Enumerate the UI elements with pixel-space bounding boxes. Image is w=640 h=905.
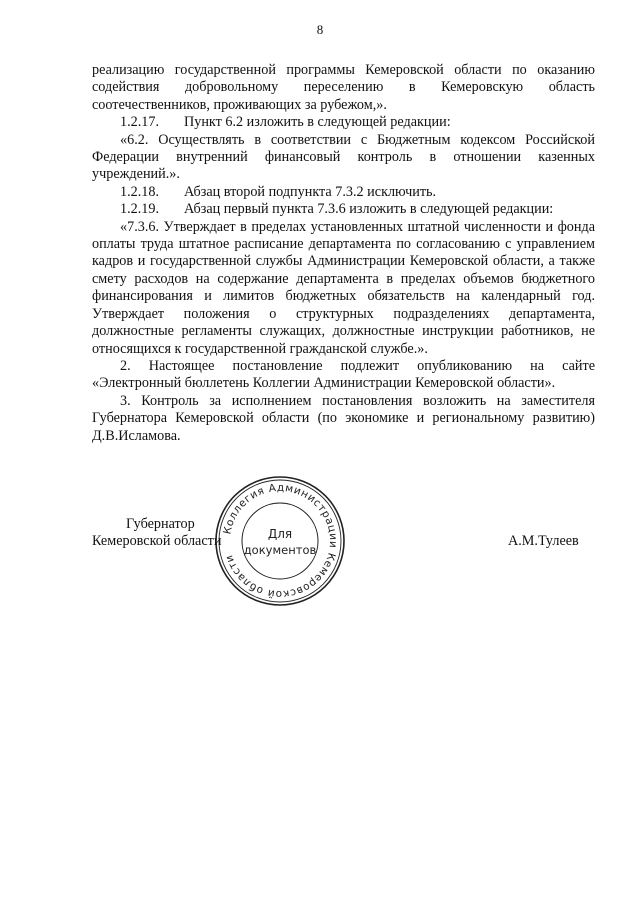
- official-stamp: [213, 474, 347, 608]
- stamp-ring-text: Коллегия Администрации Кемеровской области: [221, 481, 340, 601]
- document-body: [92, 62, 595, 445]
- signature-title-line: Губернатор: [126, 516, 195, 532]
- item-number: 1.2.18.: [120, 183, 160, 200]
- paragraph: реализацию государственной программы Кемеровской области по оказанию содействия добровольному переселению в Кемеровскую область соотечественников, проживающих за рубежом,».: [92, 62, 595, 113]
- paragraph: 2. Настоящее постановление подлежит опубликованию на сайте «Электронный бюллетень Коллегии Администрации Кемеровской области».: [92, 357, 595, 392]
- signature-name: А.М.Тулеев: [508, 533, 579, 549]
- item-number: 1.2.17.: [120, 114, 160, 131]
- page-number: 8: [316, 22, 324, 37]
- paragraph: 3. Контроль за исполнением постановления возложить на заместителя Губернатора Кемеровской области (по экономике и региональному развитию) Д.В.Исламова.: [92, 392, 595, 444]
- item-text: Абзац второй подпункта 7.3.2 исключить.: [184, 183, 437, 200]
- stamp-center-line: Для: [267, 527, 293, 541]
- item-text: Пункт 6.2 изложить в следующей редакции:: [184, 114, 451, 131]
- paragraph-item: [92, 201, 595, 218]
- paragraph: «6.2. Осуществлять в соответствии с Бюджетным кодексом Российской Федерации внутренний финансовый контроль в отношении казенных учреждений.».: [92, 131, 595, 183]
- signature-title-line: Кемеровской области: [92, 533, 222, 550]
- stamp-center-line: документов: [243, 543, 317, 557]
- item-number: 1.2.19.: [120, 201, 160, 218]
- paragraph: «7.3.6. Утверждает в пределах установленных штатной численности и фонда оплаты труда штатное расписание департамента по согласованию с управлением кадров и государственной службы Администрации Кемеровской области, а также смету расходов на содержание департамента в пределах объемов бюджетного финансирования и лимитов бюджетных обязательств на календарный год. Утверждает положения о структурных подразделениях департамента, должностные регламенты служащих, должностные инструкции работников, не относящихся к государственной гражданской службе.».: [92, 218, 595, 357]
- svg-text:Коллегия Администрации Кемеров: [221, 482, 339, 600]
- paragraph-item: [92, 114, 595, 131]
- paragraph-item: [92, 184, 595, 201]
- item-text: Абзац первый пункта 7.3.6 изложить в следующей редакции:: [184, 201, 554, 218]
